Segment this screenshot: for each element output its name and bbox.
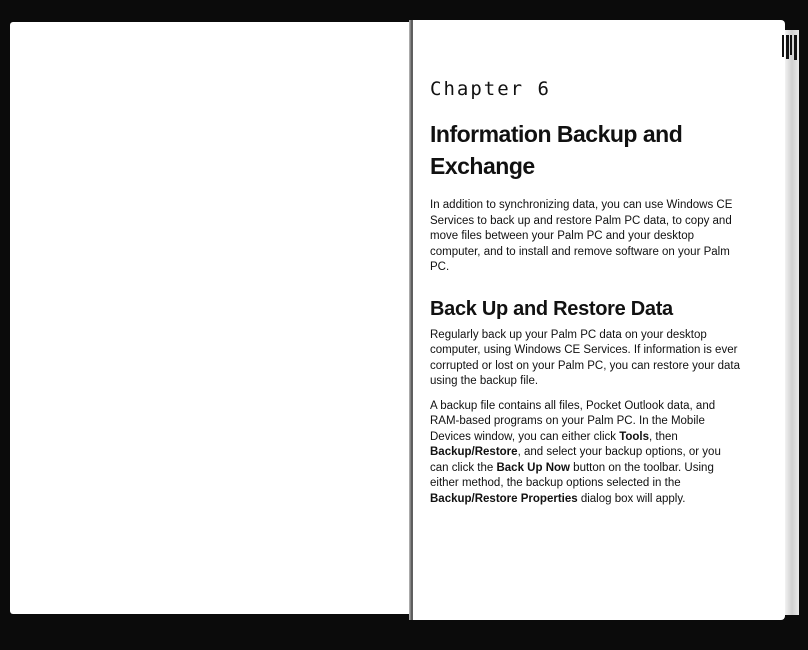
bold-backup-restore: Backup/Restore <box>430 446 518 458</box>
bold-tools: Tools <box>619 430 650 443</box>
binding-mark-right <box>794 35 797 60</box>
intro-paragraph: In addition to synchronizing data, you can use Windows CE Services to back up and restore Palm PC data, to copy and move files between your Palm PC and your desktop computer, and to install and remove software on your Palm PC. <box>430 199 733 273</box>
chapter-title-line-2: Exchange <box>430 153 535 179</box>
right-page-content <box>430 78 740 516</box>
section-heading: Back Up and Restore Data <box>430 297 673 320</box>
left-page <box>10 22 411 614</box>
section-paragraph-2: A backup file contains all files, Pocket Outlook data, and RAM-based programs on your Palm PC. In the Mobile Devices window, you can either click Tools, then Backup/Restore, and select your backup options, or you can click the Back Up Now button on the toolbar. Using either method, the backup options selected in the Backup/Restore Properties dialog box will apply. <box>430 399 721 505</box>
page-edge <box>785 30 799 615</box>
bold-backup-restore-properties: Backup/Restore Properties <box>430 492 578 505</box>
chapter-label: Chapter 6 <box>430 78 551 100</box>
chapter-title-line-1: Information Backup and <box>430 121 683 147</box>
binding-mark-right <box>782 35 784 57</box>
binding-mark-right <box>790 35 792 55</box>
chapter-title <box>430 118 740 182</box>
bold-back-up-now: Back Up Now <box>496 461 570 474</box>
binding-mark-right <box>786 35 789 59</box>
section-paragraph-1: Regularly back up your Palm PC data on your desktop computer, using Windows CE Services. If information is ever corrupted or lost on your Palm PC, you can restore your data using the backup file. <box>430 328 741 387</box>
